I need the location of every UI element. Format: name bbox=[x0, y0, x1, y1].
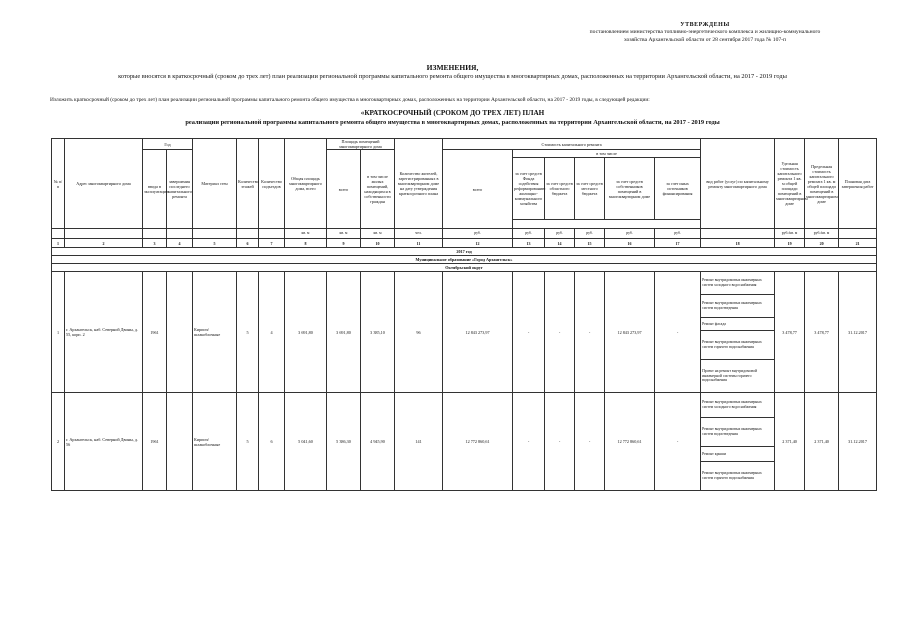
approval-line-1: постановлением министерства топливно-энергетического комплекса и жилищно-коммунального bbox=[589, 29, 821, 36]
row-other: - bbox=[655, 272, 701, 393]
column-number: 7 bbox=[259, 239, 285, 248]
unit-14: руб. bbox=[545, 229, 575, 239]
row-num: 2 bbox=[52, 393, 65, 491]
header-cost-group: Стоимость капитального ремонта bbox=[443, 139, 701, 150]
plan-subtitle: реализации региональной программы капитального ремонта общего имущества в многоквартирных домах, расположенных на территории Архангельской области, на 2017 - 2019 годы bbox=[185, 119, 720, 126]
column-number: 10 bbox=[361, 239, 395, 248]
approval-title: УТВЕРЖДЕНЫ bbox=[680, 22, 730, 28]
header-residents: Количество жителей, зарегистрированных в многоквартирном доме на дату утверждения краткосрочного плана bbox=[395, 139, 443, 229]
row-address: г. Архангельск, наб. Северной Двины, д. 55, корп. 2 bbox=[65, 272, 143, 393]
row-regional: - bbox=[545, 272, 575, 393]
row-limit-cost: 2 371,40 bbox=[805, 393, 839, 491]
header-cost-total: всего bbox=[443, 150, 513, 229]
row-material: Кирпич/ шлакоблочные bbox=[193, 272, 237, 393]
column-number: 2 bbox=[65, 239, 143, 248]
row-unit-cost: 2 371,40 bbox=[775, 393, 805, 491]
row-cost-total: 12 843 273,97 bbox=[443, 272, 513, 393]
work-item: Ремонт внутридомовых инженерных систем холодного водоснабжения bbox=[701, 272, 774, 295]
header-floors: Количество этажей bbox=[237, 139, 259, 229]
row-deadline: 31.12.2017 bbox=[839, 272, 877, 393]
header-incl: в том числе bbox=[513, 150, 701, 158]
row-year-repair bbox=[167, 272, 193, 393]
row-residents: 96 bbox=[395, 272, 443, 393]
year-row: 2017 год bbox=[52, 248, 877, 256]
row-area-all: 5 386,30 bbox=[327, 393, 361, 491]
unit-16: руб. bbox=[605, 229, 655, 239]
row-entrances: 6 bbox=[259, 393, 285, 491]
column-number: 16 bbox=[605, 239, 655, 248]
header-other: за счет иных источников финансирования bbox=[655, 158, 701, 220]
column-number: 12 bbox=[443, 239, 513, 248]
work-item: Ремонт внутридомовых инженерных систем водоотведения bbox=[701, 418, 774, 447]
row-area-residents: 4 945,90 bbox=[361, 393, 395, 491]
unit-8: кв. м bbox=[285, 229, 327, 239]
work-item: Проект на ремонт внутридомовой инженерной системы горячего водоснабжения bbox=[702, 369, 758, 383]
column-numbers-row bbox=[52, 239, 877, 248]
header-year-built: ввода в эксплуатацию bbox=[143, 150, 167, 229]
column-number: 14 bbox=[545, 239, 575, 248]
header-address: Адрес многоквартирного дома bbox=[65, 139, 143, 229]
work-item: Ремонт фасада bbox=[701, 318, 774, 331]
work-item: Ремонт внутридомовых инженерных систем горячего водоснабжения bbox=[701, 331, 774, 360]
column-number: 21 bbox=[839, 239, 877, 248]
approval-line-2: хозяйства Архангельской области от 28 сентября 2017 года № 107-п bbox=[623, 36, 787, 43]
header-entrances: Количество подъездов bbox=[259, 139, 285, 229]
work-item: Ремонт крыши bbox=[701, 447, 774, 462]
row-other: - bbox=[655, 393, 701, 491]
work-item: Ремонт внутридомовых инженерных систем горячего водоснабжения bbox=[702, 471, 762, 480]
row-local: - bbox=[575, 272, 605, 393]
row-address: г. Архангельск, наб. Северной Двины, д. 56 bbox=[65, 393, 143, 491]
column-number: 5 bbox=[193, 239, 237, 248]
column-number: 18 bbox=[701, 239, 775, 248]
table-row bbox=[52, 272, 877, 393]
unit-15: руб. bbox=[575, 229, 605, 239]
district-row: Октябрьский округ bbox=[52, 264, 877, 272]
table-row bbox=[52, 393, 877, 491]
column-number: 1 bbox=[52, 239, 65, 248]
unit-12: руб. bbox=[443, 229, 513, 239]
row-works bbox=[701, 272, 775, 393]
row-num: 1 bbox=[52, 272, 65, 393]
plan-title: «КРАТКОСРОЧНЫЙ (СРОКОМ ДО ТРЕХ ЛЕТ) ПЛАН bbox=[360, 109, 545, 117]
unit-17: руб. bbox=[655, 229, 701, 239]
unit-9: кв. м bbox=[327, 229, 361, 239]
row-total-area: 3 691,80 bbox=[285, 272, 327, 393]
unit-20: руб./кв. м bbox=[805, 229, 839, 239]
header-year-group: Год bbox=[143, 139, 193, 150]
column-number: 13 bbox=[513, 239, 545, 248]
row-regional: - bbox=[545, 393, 575, 491]
header-limit-cost: Предельная стоимость капитального ремонта 1 кв. м общей площади помещений в многоквартирном доме bbox=[805, 139, 839, 229]
row-residents: 141 bbox=[395, 393, 443, 491]
header-total-area: Общая площадь многоквартирного дома, всего bbox=[285, 139, 327, 229]
column-number: 19 bbox=[775, 239, 805, 248]
column-number: 20 bbox=[805, 239, 839, 248]
column-number: 11 bbox=[395, 239, 443, 248]
unit-11: чел. bbox=[395, 229, 443, 239]
header-area-all: всего bbox=[327, 150, 361, 229]
row-fund: - bbox=[513, 272, 545, 393]
row-floors: 5 bbox=[237, 272, 259, 393]
header-area-group: Площадь помещений многоквартирного дома bbox=[327, 139, 395, 150]
header-owners: за счет средств собственников помещений в многоквартирном доме bbox=[605, 158, 655, 220]
header-deadline: Плановая дата завершения работ bbox=[839, 139, 877, 229]
row-fund: - bbox=[513, 393, 545, 491]
column-number: 17 bbox=[655, 239, 701, 248]
header-unit-cost: Удельная стоимость капитального ремонта 1 кв. м общей площади помещений в многоквартирном доме bbox=[775, 139, 805, 229]
row-owners: 12 772 860,61 bbox=[605, 393, 655, 491]
row-unit-cost: 3 478,77 bbox=[775, 272, 805, 393]
row-works bbox=[701, 393, 775, 491]
plan-table bbox=[51, 138, 877, 491]
municipality-row: Муниципальное образование «Город Архангельск» bbox=[52, 256, 877, 264]
header-material: Материал стен bbox=[193, 139, 237, 229]
row-owners: 12 843 273,97 bbox=[605, 272, 655, 393]
intro-paragraph: Изложить краткосрочный (сроком до трех лет) план реализации региональной программы капитального ремонта общего имущества в многоквартирных домах, расположенных на территории Архангельской области, на 2017 - 2019 годы, в следующей редакции: bbox=[50, 97, 650, 103]
row-limit-cost: 3 478,77 bbox=[805, 272, 839, 393]
unit-19: руб./кв. м bbox=[775, 229, 805, 239]
row-local: - bbox=[575, 393, 605, 491]
header-works: вид работ (услуг) по капитальному ремонту многоквартирного дома bbox=[701, 139, 775, 229]
row-floors: 5 bbox=[237, 393, 259, 491]
unit-10: кв. м bbox=[361, 229, 395, 239]
header-area-residents: в том числе жилых помещений, находящихся в собственности граждан bbox=[361, 150, 395, 229]
column-number: 6 bbox=[237, 239, 259, 248]
header-regional: за счет средств областного бюджета bbox=[545, 158, 575, 220]
row-cost-total: 12 772 860,61 bbox=[443, 393, 513, 491]
work-item: Ремонт внутридомовых инженерных систем водоотведения bbox=[701, 295, 774, 318]
column-number: 8 bbox=[285, 239, 327, 248]
header-fund: за счет средств Фонда содействия реформированию жилищно-коммунального хозяйства bbox=[513, 158, 545, 220]
changes-subtitle: которые вносятся в краткосрочный (сроком до трех лет) план реализации региональной программы капитального ремонта общего имущества в многоквартирных домах, расположенных на территории Архангельской области, на 2017 - 2019 годы bbox=[118, 73, 787, 80]
header-num: № п/п bbox=[52, 139, 65, 229]
unit-13: руб. bbox=[513, 229, 545, 239]
work-item: Ремонт внутридомовых инженерных систем холодного водоснабжения bbox=[701, 393, 774, 418]
row-area-all: 3 691,80 bbox=[327, 272, 361, 393]
row-deadline: 31.12.2017 bbox=[839, 393, 877, 491]
header-year-repair: завершения последнего капитального ремонта bbox=[167, 150, 193, 229]
header-local: за счет средств местного бюджета bbox=[575, 158, 605, 220]
row-area-residents: 3 385,10 bbox=[361, 272, 395, 393]
row-material: Кирпич/ шлакоблочные bbox=[193, 393, 237, 491]
row-year-built: 1961 bbox=[143, 272, 167, 393]
row-total-area: 5 041,60 bbox=[285, 393, 327, 491]
changes-title: ИЗМЕНЕНИЯ, bbox=[426, 63, 479, 72]
column-number: 9 bbox=[327, 239, 361, 248]
column-number: 3 bbox=[143, 239, 167, 248]
approval-block bbox=[560, 22, 850, 44]
row-year-repair bbox=[167, 393, 193, 491]
column-number: 15 bbox=[575, 239, 605, 248]
row-year-built: 1961 bbox=[143, 393, 167, 491]
column-number: 4 bbox=[167, 239, 193, 248]
row-entrances: 4 bbox=[259, 272, 285, 393]
